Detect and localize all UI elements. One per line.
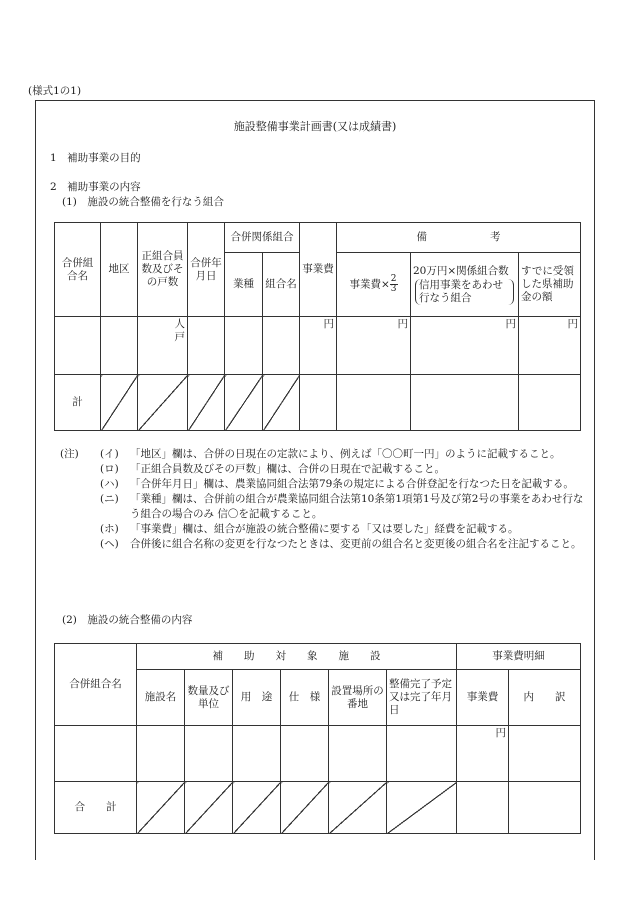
cell-empty	[101, 317, 138, 375]
cell-empty	[55, 317, 101, 375]
cell-empty	[337, 375, 411, 431]
diagonal-cell	[281, 782, 329, 834]
cell-empty	[387, 726, 457, 782]
header-project-cost: 事業費	[300, 223, 337, 317]
cell-members-units	[138, 317, 188, 375]
header-facility-name: 施設名	[137, 670, 185, 726]
header-union-name: 組合名	[263, 253, 300, 317]
header-merged-union-name: 合併組合名	[55, 223, 101, 317]
cell-empty	[457, 782, 509, 834]
diagonal-cell	[188, 375, 225, 431]
header-quantity-unit: 数量及び単位	[185, 670, 233, 726]
document-title: 施設整備事業計画書(又は成績書)	[233, 120, 397, 133]
diagonal-cell	[138, 375, 188, 431]
cell-empty	[137, 726, 185, 782]
cell-cost-unit: 円	[457, 726, 509, 782]
integration-content-table	[54, 643, 581, 834]
diagonal-cell	[387, 782, 457, 834]
note-item: (ロ) 「正組合員数及びその戸数」欄は、合併の日現在で記載すること。	[100, 463, 445, 475]
diagonal-cell	[137, 782, 185, 834]
header-remark-per-union	[411, 253, 519, 317]
form-number: (様式1の1)	[28, 85, 82, 97]
subsection-integration-content: (2) 施設の統合整備の内容	[62, 614, 193, 626]
cell-empty	[263, 317, 300, 375]
unit-house: 戸	[174, 331, 185, 343]
remark-credit-note: 信用事業をあわせ行なう組合	[415, 279, 514, 305]
header-region: 地区	[101, 223, 138, 317]
header-completion-date: 整備完了予定又は完了年月日	[387, 670, 457, 726]
header-location: 設置場所の番地	[329, 670, 387, 726]
remark-cost-label: 事業費×	[349, 278, 390, 291]
cell-empty	[509, 726, 581, 782]
note-item: (ハ) 「合併年月日」欄は、農業協同組合法第79条の規定による合併登記を行なつた日を記載する。	[100, 478, 574, 490]
diagonal-cell	[101, 375, 138, 431]
section-content: 2 補助事業の内容	[50, 181, 141, 193]
header-remark-cost-fraction	[337, 253, 411, 317]
section-purpose: 1 補助事業の目的	[50, 152, 141, 164]
subsection-merged-unions: (1) 施設の統合整備を行なう組合	[62, 196, 224, 208]
header-use: 用 途	[233, 670, 281, 726]
cell-cost-unit: 円	[300, 317, 337, 375]
cell-remark3-unit: 円	[519, 317, 581, 375]
header-related-unions: 合併関係組合	[225, 223, 300, 253]
fraction	[390, 275, 398, 294]
cell-remark1-unit: 円	[337, 317, 411, 375]
cell-empty	[519, 375, 581, 431]
cell-remark2-unit: 円	[411, 317, 519, 375]
diagonal-cell	[185, 782, 233, 834]
header-cost: 事業費	[457, 670, 509, 726]
note-item: (ヘ) 合併後に組合名称の変更を行なつたときは、変更前の組合名と変更後の組合名を注記すること。	[100, 538, 582, 550]
cell-empty	[509, 782, 581, 834]
cell-empty	[188, 317, 225, 375]
cell-empty	[411, 375, 519, 431]
fraction-numerator: 2	[390, 274, 397, 284]
notes-prefix: (注)	[60, 448, 79, 460]
cell-empty	[185, 726, 233, 782]
cell-empty	[233, 726, 281, 782]
header-breakdown: 内 訳	[509, 670, 581, 726]
diagonal-cell	[233, 782, 281, 834]
note-item: (ホ) 「事業費」欄は、組合が施設の統合整備に要する「又は要した」経費を記載する。	[100, 523, 519, 535]
header-merged-union-name: 合併組合名	[55, 644, 137, 726]
note-item: (ニ) 「業種」欄は、合併前の組合が農業協同組合法第10条第1項第1号及び第2号の事業をあわせ行なう組合の場合のみ 信〇を記載すること。	[100, 493, 584, 520]
remark-per-union-label: 20万円×関係組合数	[413, 264, 509, 277]
cell-empty	[281, 726, 329, 782]
header-subsidized-facility: 補 助 対 象 施 設	[137, 644, 457, 670]
unit-person: 人	[174, 318, 185, 330]
diagonal-cell	[329, 782, 387, 834]
header-business-type: 業種	[225, 253, 263, 317]
cell-empty	[300, 375, 337, 431]
diagonal-cell	[225, 375, 263, 431]
header-cost-detail: 事業費明細	[457, 644, 581, 670]
cell-empty	[55, 726, 137, 782]
header-member-count: 正組合員数及びその戸数	[138, 223, 188, 317]
cell-empty	[225, 317, 263, 375]
total-label: 計	[55, 375, 101, 431]
header-merger-date: 合併年月日	[188, 223, 225, 317]
merged-unions-table	[54, 222, 581, 431]
notes-block	[60, 447, 590, 552]
diagonal-cell	[263, 375, 300, 431]
total-label: 合 計	[55, 782, 137, 834]
header-received-subsidy: すでに受領した県補助金の額	[519, 253, 581, 317]
header-spec: 仕 様	[281, 670, 329, 726]
fraction-denominator: 3	[390, 284, 397, 294]
note-item: (イ) 「地区」欄は、合併の日現在の定款により、例えば「〇〇町一円」のように記載すること。	[100, 448, 561, 460]
cell-empty	[329, 726, 387, 782]
header-remarks: 備 考	[337, 223, 581, 253]
